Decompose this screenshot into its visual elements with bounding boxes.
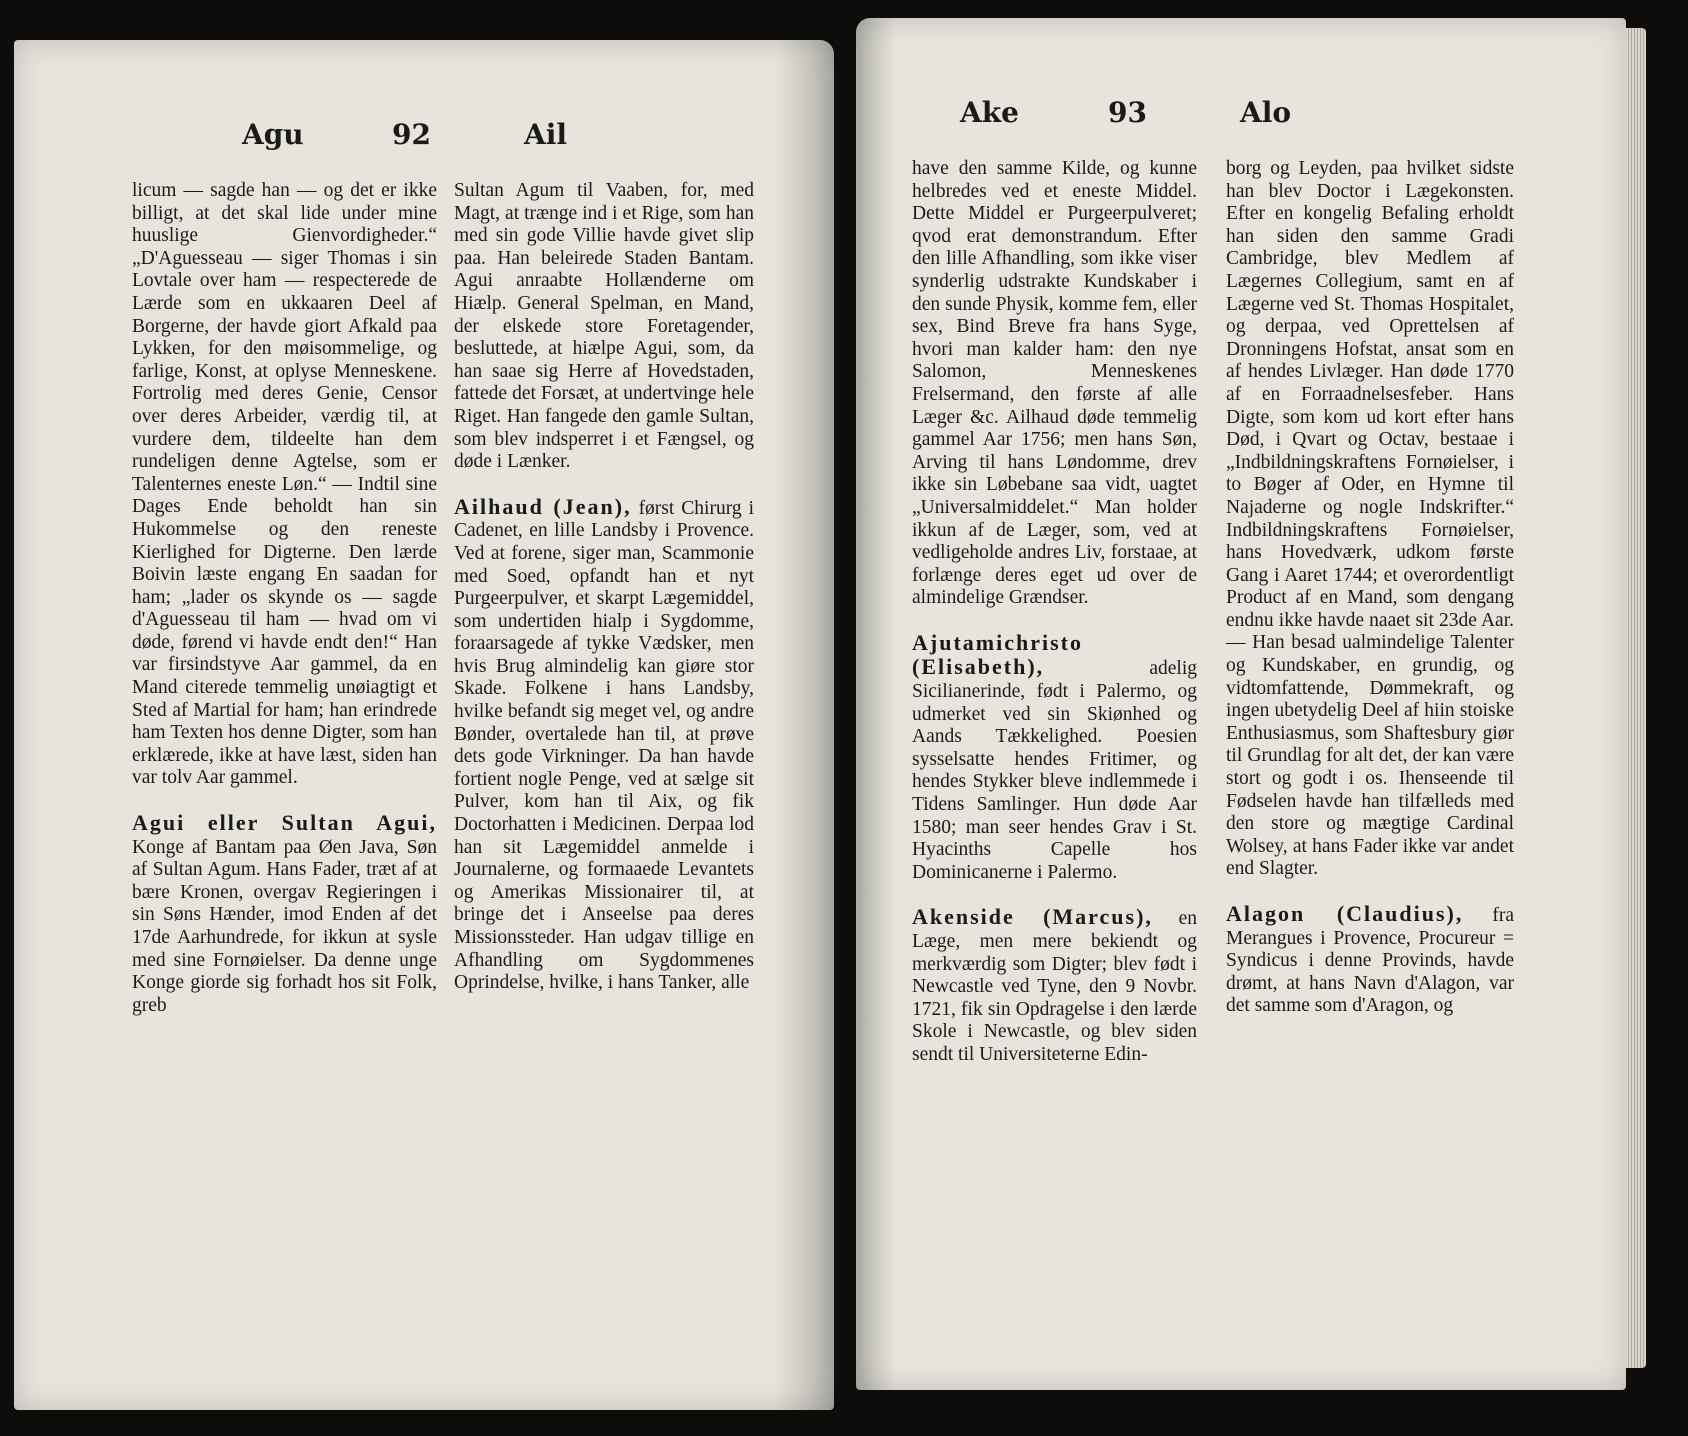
right-page	[856, 18, 1626, 1390]
left-page	[14, 40, 834, 1410]
entry-body: en Læge, men mere bekiendt og merkværdig som Digter; blev født i Newcastle ved Tyne, den 9 Novbr. 1721, fik sin Opdragelse i den lærde Skole i Newcastle, og blev siden sendt til Universiteterne Edin-	[912, 908, 1197, 1065]
guide-word-left: Ake	[960, 96, 1019, 129]
entry-headword: Ajutamichristo (Elisabeth),	[912, 629, 1083, 680]
left-page-header	[14, 118, 834, 158]
entry-body: have den samme Kilde, og kunne helbredes ved et eneste Middel. Dette Middel er Purgeerpulveret; qvod erat demonstrandum. Efter den lille Afhandling, som ikke viser synderlig udstrakte Kundskaber i den sunde Physik, komme fem, eller sex, Bind Breve fra hans Syge, hvori man kalder ham: den nye Salomon, Menneskenes Frelsermand, den første af alle Læger &c. Ailhaud døde temmelig gammel Aar 1756; men hans Søn, Arving til hans Løndomme, drev ikke sin Løbebane saa vidt, uagtet „Universalmiddelet.“ Man holder ikkun af de Læger, som, ved at vedligeholde andres Liv, forstaae, at forlænge deres eget ud over de almindelige Grændser.	[912, 158, 1197, 609]
entry-body: borg og Leyden, paa hvilket sidste han blev Doctor i Lægekonsten. Efter en kongelig Befaling erholdt han siden den samme Gradi Cambridge, blev Medlem af Lægernes Collegium, samt en af Lægerne ved St. Thomas Hospitalet, og derpaa, ved Oprettelsen af Dronningens Hofstat, ansat som en af hendes Livlæger. Han døde 1770 af en Forraadnelsesfeber. Hans Digte, som kom ud kort efter hans Død, i Qvart og Octav, bestaae i „Indbildningskraftens Fornøielser, i to Bøger af Oder, en Hymne til Najaderne og nogle Indskrifter.“ Indbildningskraftens Fornøielser, hans Hovedværk, udkom første Gang i Aaret 1744; et overordentligt Product af en Mand, som dengang endnu ikke havde naaet sit 23de Aar. — Han besad ualmindelige Talenter og Kundskaber, en grundig, og vidtomfattende, Dømmekraft, og ingen ubetydelig Deel af hiin stoiske Enthusiasmus, som Shaftesbury giør til Grundlag for alt det, der kan være stort og godt i os. Ihenseende til Fødselen havde han tilfælleds med den store og mægtige Cardinal Wolsey, at hans Fader ikke var andet end Slagter.	[1226, 158, 1514, 880]
entry-body: fra Merangues i Provence, Procureur = Syndicus i denne Provinds, havde drømt, at hans Navn d'Alagon, var det samme som d'Aragon, og	[1226, 905, 1514, 1017]
entry-body: Sultan Agum til Vaaben, for, med Magt, at trænge ind i et Rige, som han med sin gode Villie havde givet slip paa. Han beleirede Staden Bantam. Agui anraabte Hollænderne om Hiælp. General Spelman, en Mand, der elskede store Foretagender, besluttede, at hiælpe Agui, som, da han saae sig Herre af Hovedstaden, fattede det Forsæt, at undertvinge hele Riget. Han fangede den gamle Sultan, som blev indsperret i et Fængsel, og døde i Lænker.	[454, 180, 754, 473]
entry-body: adelig Sicilianerinde, født i Palermo, og udmerket ved sin Skiønhed og Aands Tækkelighed. Poesien sysselsatte hendes Fritimer, og hendes Stykker bleve indlemmede i Tidens Samlinger. Hun døde Aar 1580; man seer hendes Grav i St. Hyacinths Capelle hos Dominicanerne i Palermo.	[912, 658, 1197, 883]
entry-paragraph	[132, 812, 437, 1017]
text-column-2	[454, 180, 754, 1017]
entry-body: licum — sagde han — og det er ikke billigt, at det skal lide under mine huuslige Gienvordigheder.“ „D'Aguesseau — siger Thomas i sin Lovtale over ham — respecterede de Lærde som en ukkaaren Deel af Borgerne, der havde giort Afkald paa Lykken, for den møisommelige, og farlige, Konst, at oplyse Menneskene. Fortrolig med deres Genie, Censor over deres Arbeider, værdig til, at vurdere dem, tildeelte han dem rundeligen denne Agtelse, som er Talenternes eneste Løn.“ — Indtil sine Dages Ende beholdt han sin Hukommelse og den reneste Kierlighed for Digterne. Den lærde Boivin læste engang En saadan for ham; „lader os skynde os — sagde d'Aguesseau til ham — hvad om vi døde, førend vi havde endt den!“ Han var firsindstyve Aar gammel, da en Mand citerede temmelig unøiagtigt et Sted af Martial for ham; han erindrede ham Texten hos denne Digter, som han erklærede, ikke at have læst, siden han var tolv Aar gammel.	[132, 180, 437, 789]
entry-paragraph	[454, 180, 754, 474]
entry-paragraph	[1226, 158, 1514, 881]
entry-headword: Alagon (Claudius),	[1226, 901, 1464, 926]
text-column-1	[912, 158, 1197, 1089]
text-column-1	[132, 180, 437, 1039]
page-number: 92	[392, 118, 431, 151]
entry-paragraph	[454, 493, 754, 995]
page-edges	[1626, 28, 1646, 1368]
entry-paragraph	[912, 906, 1197, 1066]
guide-word-right: Alo	[1240, 96, 1292, 129]
right-page-header	[856, 96, 1626, 136]
entry-paragraph	[912, 158, 1197, 610]
entry-headword: Agui eller Sultan Agui,	[132, 810, 437, 836]
entry-body: først Chirurg i Cadenet, en lille Landsby i Provence. Ved at forene, siger man, Scammonie med Soed, opfandt han et nyt Purgeerpulver, et skarpt Lægemiddel, som undertiden hialp i Sygdomme, foraarsagede af tykke Vædsker, men hvis Brug almindelig kan giøre stor Skade. Folkene i hans Landsby, hvilke befandt sig meget vel, og andre Bønder, overtalede han til, at prøve dets gode Virkninger. Da han havde fortient nogle Penge, ved at sælge sit Pulver, kom han til Aix, og fik Doctorhatten i Medicinen. Derpaa lod han sit Lægemiddel anmelde i Journalerne, og formaaede Levantets og Amerikas Missionairer til, at bringe det i Anseelse paa deres Missionssteder. Han udgav tillige en Afhandling om Sygdommenes Oprindelse, hvilke, i hans Tanker, alle	[454, 497, 754, 994]
guide-word-right: Ail	[524, 118, 567, 151]
entry-headword: Akenside (Marcus),	[912, 904, 1153, 930]
gutter-shadow	[774, 40, 834, 1410]
gutter-shadow	[856, 18, 896, 1390]
entry-paragraph	[912, 629, 1197, 885]
entry-headword: Ailhaud (Jean),	[454, 493, 632, 519]
page-number: 93	[1108, 96, 1147, 129]
entry-body: Konge af Bantam paa Øen Java, Søn af Sultan Agum. Hans Fader, træt af at bære Kronen, overgav Regieringen i sin Søns Hænder, imod Enden af det 17de Aarhundrede, for ikkun at sysle med sine Fornøielser. Da denne unge Konge giorde sig forhadt hos sit Folk, greb	[132, 836, 437, 1016]
entry-paragraph	[132, 180, 437, 790]
text-column-2	[1226, 158, 1514, 1040]
entry-paragraph	[1226, 903, 1514, 1018]
guide-word-left: Agu	[242, 118, 304, 151]
